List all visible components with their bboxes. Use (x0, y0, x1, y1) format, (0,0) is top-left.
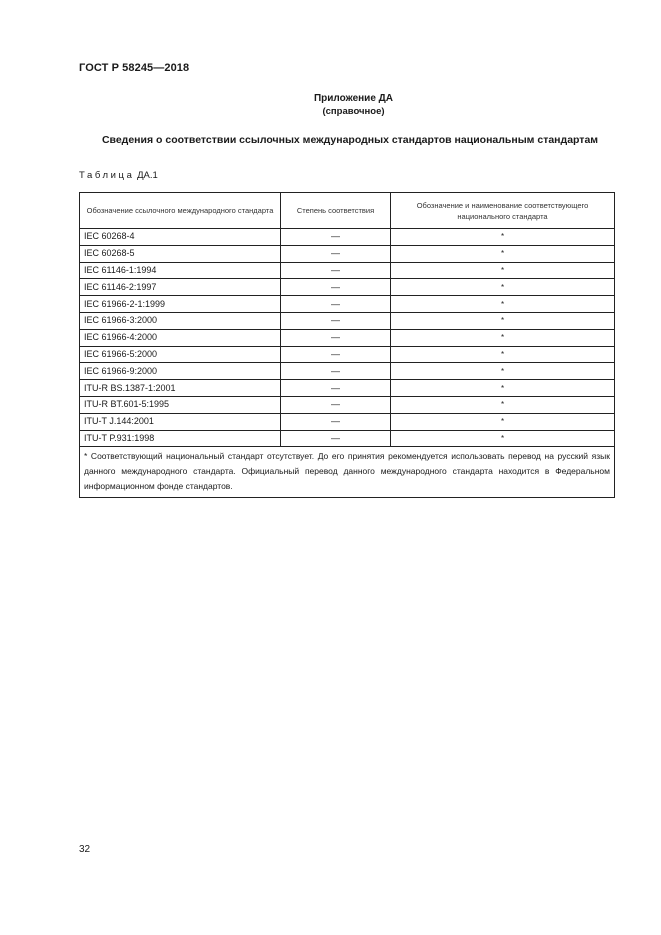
cell-international-code: IEC 61966-9:2000 (80, 363, 281, 380)
cell-degree: — (281, 245, 391, 262)
table-caption-prefix: Таблица (79, 170, 135, 181)
table-row (80, 245, 615, 262)
table-caption (79, 170, 158, 181)
cell-national-standard: * (391, 262, 615, 279)
table-row (80, 296, 615, 313)
table-row (80, 346, 615, 363)
table-header-row (80, 193, 615, 229)
cell-international-code: IEC 61966-5:2000 (80, 346, 281, 363)
table-row (80, 279, 615, 296)
cell-international-code: ITU-R BS.1387-1:2001 (80, 380, 281, 397)
cell-degree: — (281, 262, 391, 279)
table-row (80, 229, 615, 246)
table-row (80, 329, 615, 346)
section-title: Сведения о соответствии ссылочных международных стандартов национальным стандартам (101, 134, 599, 146)
cell-international-code: ITU-R BT.601-5:1995 (80, 396, 281, 413)
cell-international-code: IEC 60268-5 (80, 245, 281, 262)
cell-international-code: IEC 61966-2-1:1999 (80, 296, 281, 313)
cell-degree: — (281, 279, 391, 296)
table-row (80, 430, 615, 447)
cell-degree: — (281, 312, 391, 329)
cell-national-standard: * (391, 329, 615, 346)
cell-national-standard: * (391, 245, 615, 262)
cell-international-code: ITU-T P.931:1998 (80, 430, 281, 447)
cell-degree: — (281, 430, 391, 447)
cell-international-code: IEC 61966-4:2000 (80, 329, 281, 346)
cell-degree: — (281, 229, 391, 246)
column-header-national: Обозначение и наименование соответствующего национального стандарта (391, 193, 615, 229)
cell-national-standard: * (391, 296, 615, 313)
table-caption-number: ДА.1 (137, 170, 158, 181)
cell-national-standard: * (391, 413, 615, 430)
cell-national-standard: * (391, 229, 615, 246)
cell-degree: — (281, 380, 391, 397)
table-row (80, 363, 615, 380)
table-row (80, 312, 615, 329)
cell-degree: — (281, 413, 391, 430)
cell-national-standard: * (391, 380, 615, 397)
appendix-title: Приложение ДА (313, 93, 394, 104)
cell-international-code: IEC 60268-4 (80, 229, 281, 246)
cell-degree: — (281, 363, 391, 380)
table-footnote-row (80, 447, 615, 498)
appendix-subtitle: (справочное) (322, 106, 385, 117)
cell-national-standard: * (391, 430, 615, 447)
document-header: ГОСТ Р 58245—2018 (79, 62, 190, 74)
cell-national-standard: * (391, 396, 615, 413)
cell-degree: — (281, 396, 391, 413)
table-row (80, 262, 615, 279)
cell-international-code: IEC 61146-2:1997 (80, 279, 281, 296)
table-row (80, 380, 615, 397)
cell-degree: — (281, 346, 391, 363)
column-header-international: Обозначение ссылочного международного стандарта (80, 193, 281, 229)
cell-international-code: IEC 61966-3:2000 (80, 312, 281, 329)
cell-national-standard: * (391, 346, 615, 363)
cell-international-code: ITU-T J.144:2001 (80, 413, 281, 430)
column-header-degree: Степень соответствия (281, 193, 391, 229)
table-row (80, 413, 615, 430)
cell-degree: — (281, 296, 391, 313)
cell-national-standard: * (391, 363, 615, 380)
correspondence-table (79, 192, 615, 498)
cell-national-standard: * (391, 312, 615, 329)
table-row (80, 396, 615, 413)
cell-international-code: IEC 61146-1:1994 (80, 262, 281, 279)
page-number: 32 (79, 844, 91, 855)
table-footnote: * Соответствующий национальный стандарт отсутствует. До его принятия рекомендуется использовать перевод на русский язык данного международного стандарта. Официальный перевод данного международного стандарта находится в Федеральном информационном фонде стандартов. (80, 447, 615, 498)
cell-national-standard: * (391, 279, 615, 296)
cell-degree: — (281, 329, 391, 346)
